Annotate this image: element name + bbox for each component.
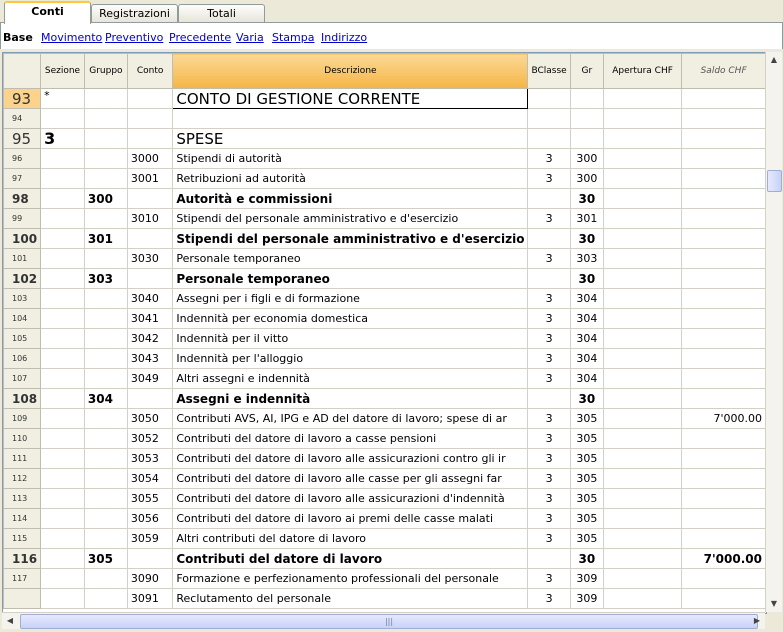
cell-gruppo[interactable] [84, 309, 127, 329]
cell-sezione[interactable] [41, 109, 85, 129]
cell-bclasse[interactable]: 3 [528, 509, 570, 529]
cell-apertura[interactable] [603, 229, 681, 249]
cell-conto[interactable]: 3059 [127, 529, 172, 549]
vertical-scrollbar[interactable] [765, 52, 782, 612]
view-base[interactable]: Base [3, 31, 33, 44]
cell-sezione[interactable] [41, 229, 85, 249]
cell-gruppo[interactable] [84, 509, 127, 529]
header-row [4, 54, 766, 89]
cell-saldo[interactable] [682, 269, 766, 289]
table-row[interactable] [4, 569, 766, 589]
cell-bclasse[interactable]: 3 [528, 529, 570, 549]
cell-descrizione[interactable]: Indennità per l'alloggio [173, 349, 528, 369]
cell-apertura[interactable] [603, 269, 681, 289]
scroll-left-icon[interactable]: ◀ [6, 616, 14, 625]
cell-descrizione[interactable]: Altri contributi del datore di lavoro [173, 529, 528, 549]
cell-gr[interactable]: 300 [570, 149, 603, 169]
cell-gruppo[interactable] [84, 149, 127, 169]
cell-conto[interactable] [127, 549, 172, 569]
row-number[interactable]: 109 [4, 409, 41, 429]
cell-conto[interactable] [127, 389, 172, 409]
cell-saldo[interactable] [682, 449, 766, 469]
cell-conto[interactable]: 3010 [127, 209, 172, 229]
cell-gruppo[interactable]: 301 [84, 229, 127, 249]
cell-descrizione[interactable]: Contributi del datore di lavoro ai premi delle casse malati [173, 509, 528, 529]
cell-bclasse[interactable]: 3 [528, 209, 570, 229]
cell-bclasse[interactable] [528, 109, 570, 129]
cell-descrizione[interactable]: Indennità per economia domestica [173, 309, 528, 329]
cell-saldo[interactable] [682, 289, 766, 309]
cell-descrizione[interactable]: Contributi del datore di lavoro alle assicurazioni d'indennità [173, 489, 528, 509]
cell-apertura[interactable] [603, 449, 681, 469]
cell-saldo[interactable] [682, 569, 766, 589]
cell-gr[interactable]: 300 [570, 169, 603, 189]
cell-gruppo[interactable] [84, 449, 127, 469]
cell-gruppo[interactable]: 304 [84, 389, 127, 409]
cell-saldo[interactable]: 7'000.00 [682, 409, 766, 429]
row-number[interactable]: 102 [4, 269, 41, 289]
cell-gruppo[interactable] [84, 469, 127, 489]
table-row[interactable] [4, 149, 766, 169]
table-row[interactable] [4, 309, 766, 329]
cell-bclasse[interactable]: 3 [528, 489, 570, 509]
vertical-scroll-thumb[interactable] [767, 170, 782, 192]
cell-conto[interactable]: 3049 [127, 369, 172, 389]
cell-gr[interactable]: 305 [570, 409, 603, 429]
cell-gruppo[interactable] [84, 529, 127, 549]
view-indirizzo[interactable]: Indirizzo [321, 31, 368, 44]
table-row[interactable] [4, 229, 766, 249]
cell-apertura[interactable] [603, 529, 681, 549]
cell-apertura[interactable] [603, 469, 681, 489]
cell-sezione[interactable] [41, 209, 85, 229]
row-number[interactable]: 98 [4, 189, 41, 209]
table-row[interactable] [4, 209, 766, 229]
cell-descrizione[interactable]: Reclutamento del personale [173, 589, 528, 609]
cell-gr[interactable]: 303 [570, 249, 603, 269]
cell-saldo[interactable]: 7'000.00 [682, 549, 766, 569]
cell-sezione[interactable] [41, 549, 85, 569]
cell-gr[interactable] [570, 89, 603, 109]
col-descrizione[interactable]: Descrizione [173, 54, 528, 89]
cell-apertura[interactable] [603, 489, 681, 509]
row-number[interactable]: 105 [4, 329, 41, 349]
cell-bclasse[interactable]: 3 [528, 369, 570, 389]
table-row[interactable] [4, 589, 766, 609]
cell-sezione[interactable] [41, 489, 85, 509]
cell-gr[interactable]: 305 [570, 489, 603, 509]
cell-bclasse[interactable]: 3 [528, 309, 570, 329]
row-number[interactable]: 95 [4, 129, 41, 149]
cell-descrizione[interactable]: Stipendi di autorità [173, 149, 528, 169]
cell-conto[interactable]: 3053 [127, 449, 172, 469]
row-number[interactable]: 106 [4, 349, 41, 369]
cell-sezione[interactable] [41, 269, 85, 289]
row-number-header [4, 54, 41, 89]
cell-descrizione[interactable]: Contributi del datore di lavoro alle assicurazioni contro gli ir [173, 449, 528, 469]
cell-gruppo[interactable] [84, 489, 127, 509]
col-conto[interactable]: Conto [127, 54, 172, 89]
scroll-down-icon[interactable]: ▼ [770, 599, 778, 608]
cell-conto[interactable]: 3050 [127, 409, 172, 429]
row-number[interactable]: 107 [4, 369, 41, 389]
table-row[interactable] [4, 369, 766, 389]
cell-sezione[interactable] [41, 469, 85, 489]
table-row[interactable] [4, 169, 766, 189]
tab-registrazioni[interactable]: Registrazioni [91, 4, 178, 23]
cell-saldo[interactable] [682, 489, 766, 509]
cell-conto[interactable] [127, 189, 172, 209]
cell-conto[interactable]: 3054 [127, 469, 172, 489]
cell-gruppo[interactable] [84, 409, 127, 429]
row-number[interactable]: 113 [4, 489, 41, 509]
cell-gruppo[interactable] [84, 429, 127, 449]
view-stampa[interactable]: Stampa [272, 31, 315, 44]
cell-bclasse[interactable]: 3 [528, 249, 570, 269]
cell-gr[interactable] [570, 109, 603, 129]
table-row[interactable] [4, 509, 766, 529]
cell-apertura[interactable] [603, 109, 681, 129]
cell-bclasse[interactable]: 3 [528, 329, 570, 349]
cell-sezione[interactable] [41, 289, 85, 309]
cell-gruppo[interactable] [84, 369, 127, 389]
table-row[interactable] [4, 349, 766, 369]
cell-descrizione[interactable]: Retribuzioni ad autorità [173, 169, 528, 189]
cell-saldo[interactable] [682, 429, 766, 449]
cell-apertura[interactable] [603, 389, 681, 409]
cell-gruppo[interactable] [84, 89, 127, 109]
cell-descrizione[interactable]: Contributi AVS, AI, IPG e AD del datore di lavoro; spese di ar [173, 409, 528, 429]
view-varia[interactable]: Varia [236, 31, 264, 44]
cell-gr[interactable]: 30 [570, 549, 603, 569]
row-number[interactable]: 96 [4, 149, 41, 169]
col-saldo[interactable]: Saldo CHF [682, 54, 766, 89]
cell-bclasse[interactable]: 3 [528, 149, 570, 169]
cell-bclasse[interactable]: 3 [528, 429, 570, 449]
cell-apertura[interactable] [603, 209, 681, 229]
cell-gr[interactable]: 304 [570, 309, 603, 329]
table-row[interactable] [4, 409, 766, 429]
cell-gruppo[interactable] [84, 349, 127, 369]
row-number[interactable] [4, 589, 41, 609]
row-number[interactable]: 111 [4, 449, 41, 469]
cell-sezione[interactable] [41, 369, 85, 389]
cell-conto[interactable]: 3043 [127, 349, 172, 369]
table-row[interactable] [4, 189, 766, 209]
table-row[interactable] [4, 489, 766, 509]
cell-bclasse[interactable]: 3 [528, 349, 570, 369]
cell-sezione[interactable] [41, 409, 85, 429]
cell-apertura[interactable] [603, 129, 681, 149]
cell-descrizione[interactable]: Assegni e indennità [173, 389, 528, 409]
cell-apertura[interactable] [603, 89, 681, 109]
cell-bclasse[interactable] [528, 89, 570, 109]
view-bar [0, 22, 783, 49]
cell-saldo[interactable] [682, 509, 766, 529]
cell-conto[interactable] [127, 269, 172, 289]
cell-descrizione[interactable]: SPESE [173, 129, 528, 149]
table-row[interactable] [4, 269, 766, 289]
tab-totali[interactable]: Totali [178, 4, 265, 23]
table-row[interactable] [4, 429, 766, 449]
cell-descrizione[interactable]: Assegni per i figli e di formazione [173, 289, 528, 309]
cell-saldo[interactable] [682, 329, 766, 349]
cell-sezione[interactable] [41, 389, 85, 409]
cell-conto[interactable]: 3040 [127, 289, 172, 309]
cell-gr[interactable]: 305 [570, 469, 603, 489]
row-number[interactable]: 117 [4, 569, 41, 589]
cell-apertura[interactable] [603, 569, 681, 589]
cell-conto[interactable] [127, 109, 172, 129]
row-number[interactable]: 115 [4, 529, 41, 549]
tab-bar [0, 0, 783, 22]
cell-descrizione[interactable]: Altri assegni e indennità [173, 369, 528, 389]
cell-conto[interactable]: 3042 [127, 329, 172, 349]
cell-conto[interactable]: 3056 [127, 509, 172, 529]
tab-conti[interactable]: Conti [4, 1, 91, 24]
cell-bclasse[interactable]: 3 [528, 169, 570, 189]
cell-gr[interactable]: 30 [570, 389, 603, 409]
row-number[interactable]: 108 [4, 389, 41, 409]
cell-descrizione[interactable]: Indennità per il vitto [173, 329, 528, 349]
cell-descrizione[interactable]: Autorità e commissioni [173, 189, 528, 209]
cell-saldo[interactable] [682, 349, 766, 369]
row-number[interactable]: 97 [4, 169, 41, 189]
cell-gruppo[interactable]: 303 [84, 269, 127, 289]
cell-sezione[interactable] [41, 569, 85, 589]
cell-saldo[interactable] [682, 149, 766, 169]
cell-apertura[interactable] [603, 369, 681, 389]
cell-conto[interactable]: 3041 [127, 309, 172, 329]
cell-bclasse[interactable]: 3 [528, 569, 570, 589]
col-gr[interactable]: Gr [570, 54, 603, 89]
cell-sezione[interactable] [41, 169, 85, 189]
cell-saldo[interactable] [682, 589, 766, 609]
cell-saldo[interactable] [682, 469, 766, 489]
cell-bclasse[interactable] [528, 229, 570, 249]
cell-saldo[interactable] [682, 229, 766, 249]
cell-gruppo[interactable] [84, 289, 127, 309]
cell-saldo[interactable] [682, 109, 766, 129]
cell-gr[interactable]: 304 [570, 289, 603, 309]
cell-descrizione[interactable]: Personale temporaneo [173, 249, 528, 269]
horizontal-scroll-thumb[interactable]: ||| [20, 614, 758, 629]
cell-gr[interactable]: 305 [570, 429, 603, 449]
view-precedente[interactable]: Precedente [169, 31, 232, 44]
cell-gruppo[interactable] [84, 209, 127, 229]
cell-saldo[interactable] [682, 129, 766, 149]
cell-gruppo[interactable]: 305 [84, 549, 127, 569]
view-preventivo[interactable]: Preventivo [105, 31, 164, 44]
row-number[interactable]: 99 [4, 209, 41, 229]
table-row[interactable] [4, 529, 766, 549]
cell-apertura[interactable] [603, 329, 681, 349]
cell-apertura[interactable] [603, 409, 681, 429]
cell-saldo[interactable] [682, 529, 766, 549]
cell-sezione[interactable] [41, 589, 85, 609]
cell-apertura[interactable] [603, 429, 681, 449]
cell-descrizione[interactable]: Stipendi del personale amministrativo e d'esercizio [173, 209, 528, 229]
table-row[interactable] [4, 389, 766, 409]
cell-sezione[interactable] [41, 249, 85, 269]
table-row[interactable] [4, 249, 766, 269]
cell-sezione[interactable] [41, 529, 85, 549]
scroll-up-icon[interactable]: ▲ [770, 55, 778, 64]
cell-gr[interactable]: 30 [570, 189, 603, 209]
cell-gr[interactable]: 304 [570, 369, 603, 389]
cell-conto[interactable]: 3001 [127, 169, 172, 189]
cell-gr[interactable] [570, 129, 603, 149]
cell-gruppo[interactable] [84, 109, 127, 129]
table-row[interactable] [4, 289, 766, 309]
cell-gruppo[interactable] [84, 169, 127, 189]
col-bclasse[interactable]: BClasse [528, 54, 570, 89]
cell-bclasse[interactable]: 3 [528, 469, 570, 489]
cell-gruppo[interactable] [84, 569, 127, 589]
cell-descrizione[interactable]: Contributi del datore di lavoro alle casse per gli assegni far [173, 469, 528, 489]
cell-sezione[interactable]: 3 [41, 129, 85, 149]
cell-conto[interactable]: 3055 [127, 489, 172, 509]
cell-gruppo[interactable] [84, 129, 127, 149]
table-row[interactable] [4, 129, 766, 149]
cell-descrizione[interactable]: Personale temporaneo [173, 269, 528, 289]
table-row[interactable] [4, 329, 766, 349]
cell-descrizione[interactable]: Contributi del datore di lavoro a casse pensioni [173, 429, 528, 449]
horizontal-scrollbar[interactable] [2, 612, 765, 629]
row-number[interactable]: 100 [4, 229, 41, 249]
cell-apertura[interactable] [603, 189, 681, 209]
cell-bclasse[interactable]: 3 [528, 289, 570, 309]
cell-apertura[interactable] [603, 149, 681, 169]
cell-descrizione[interactable]: Stipendi del personale amministrativo e d'esercizio [173, 229, 528, 249]
cell-saldo[interactable] [682, 209, 766, 229]
cell-sezione[interactable]: * [41, 89, 85, 109]
table-row[interactable] [4, 549, 766, 569]
cell-gr[interactable]: 304 [570, 349, 603, 369]
cell-apertura[interactable] [603, 549, 681, 569]
row-number[interactable]: 110 [4, 429, 41, 449]
cell-bclasse[interactable] [528, 549, 570, 569]
cell-bclasse[interactable]: 3 [528, 589, 570, 609]
col-apertura[interactable]: Apertura CHF [603, 54, 681, 89]
cell-saldo[interactable] [682, 309, 766, 329]
cell-gruppo[interactable]: 300 [84, 189, 127, 209]
cell-sezione[interactable] [41, 429, 85, 449]
scroll-right-icon[interactable]: ▶ [753, 616, 761, 625]
cell-conto[interactable]: 3090 [127, 569, 172, 589]
cell-saldo[interactable] [682, 369, 766, 389]
cell-sezione[interactable] [41, 329, 85, 349]
cell-apertura[interactable] [603, 309, 681, 329]
cell-apertura[interactable] [603, 249, 681, 269]
cell-bclasse[interactable]: 3 [528, 409, 570, 429]
cell-descrizione[interactable]: Contributi del datore di lavoro [173, 549, 528, 569]
cell-apertura[interactable] [603, 349, 681, 369]
cell-bclasse[interactable] [528, 129, 570, 149]
view-movimento[interactable]: Movimento [41, 31, 103, 44]
cell-gr[interactable]: 305 [570, 449, 603, 469]
cell-apertura[interactable] [603, 509, 681, 529]
cell-gr[interactable]: 30 [570, 269, 603, 289]
row-number[interactable]: 114 [4, 509, 41, 529]
accounts-table [2, 52, 767, 614]
cell-conto[interactable]: 3091 [127, 589, 172, 609]
cell-descrizione[interactable]: CONTO DI GESTIONE CORRENTE [173, 89, 528, 109]
cell-bclasse[interactable] [528, 269, 570, 289]
table-row[interactable] [4, 469, 766, 489]
cell-sezione[interactable] [41, 449, 85, 469]
cell-gruppo[interactable] [84, 329, 127, 349]
table-row[interactable] [4, 89, 766, 109]
cell-gr[interactable]: 305 [570, 509, 603, 529]
cell-saldo[interactable] [682, 249, 766, 269]
cell-gr[interactable]: 301 [570, 209, 603, 229]
cell-apertura[interactable] [603, 289, 681, 309]
table-row[interactable] [4, 449, 766, 469]
cell-gruppo[interactable] [84, 589, 127, 609]
cell-gr[interactable]: 304 [570, 329, 603, 349]
cell-bclasse[interactable] [528, 189, 570, 209]
row-number[interactable]: 116 [4, 549, 41, 569]
cell-conto[interactable] [127, 89, 172, 109]
row-number[interactable]: 94 [4, 109, 41, 129]
cell-saldo[interactable] [682, 389, 766, 409]
cell-bclasse[interactable]: 3 [528, 449, 570, 469]
cell-conto[interactable]: 3052 [127, 429, 172, 449]
cell-sezione[interactable] [41, 509, 85, 529]
cell-sezione[interactable] [41, 349, 85, 369]
col-sezione[interactable]: Sezione [41, 54, 85, 89]
cell-bclasse[interactable] [528, 389, 570, 409]
cell-gr[interactable]: 309 [570, 569, 603, 589]
cell-apertura[interactable] [603, 169, 681, 189]
cell-conto[interactable]: 3030 [127, 249, 172, 269]
cell-gr[interactable]: 30 [570, 229, 603, 249]
row-number[interactable]: 104 [4, 309, 41, 329]
table-row[interactable] [4, 109, 766, 129]
col-gruppo[interactable]: Gruppo [84, 54, 127, 89]
cell-sezione[interactable] [41, 309, 85, 329]
row-number[interactable]: 112 [4, 469, 41, 489]
cell-gr[interactable]: 305 [570, 529, 603, 549]
row-number[interactable]: 103 [4, 289, 41, 309]
cell-gruppo[interactable] [84, 249, 127, 269]
cell-gr[interactable]: 309 [570, 589, 603, 609]
cell-conto[interactable]: 3000 [127, 149, 172, 169]
cell-saldo[interactable] [682, 189, 766, 209]
cell-saldo[interactable] [682, 89, 766, 109]
cell-sezione[interactable] [41, 189, 85, 209]
cell-conto[interactable] [127, 229, 172, 249]
row-number[interactable]: 93 [4, 89, 41, 109]
cell-descrizione[interactable]: Formazione e perfezionamento professionali del personale [173, 569, 528, 589]
cell-conto[interactable] [127, 129, 172, 149]
cell-descrizione[interactable] [173, 109, 528, 129]
cell-saldo[interactable] [682, 169, 766, 189]
row-number[interactable]: 101 [4, 249, 41, 269]
cell-sezione[interactable] [41, 149, 85, 169]
cell-apertura[interactable] [603, 589, 681, 609]
